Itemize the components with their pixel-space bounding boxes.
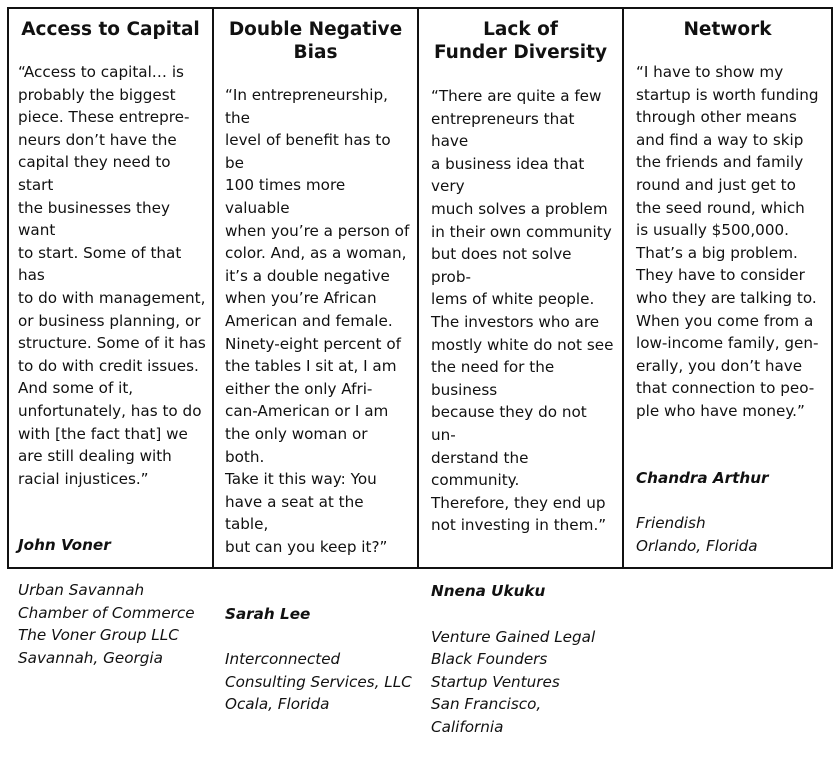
column-quote: “In entrepreneurship, the level of benefit has to be 100 times more valuable when you’re a person of color. And, as a woman, it’s a double negative when you’re African American and female. Ninety-eight percent of the tables I sit at, I am either the only Afri- can-American or I am the only woman or both. Take it this way: You have a seat at the table, but can you keep it?” [225, 86, 410, 556]
attribution [624, 423, 831, 581]
column-quote: “I have to show my startup is worth funding through other means and find a way to skip the friends and family round and just get to the seed round, which is usually $500,000. That’s a big problem. They have to consider who they are talking to. When you come from a low-income family, gen- erally, you don’t have that connection to peo- ple who have money.” [636, 63, 819, 420]
column-heading: Network [683, 19, 772, 40]
column-network [622, 9, 831, 567]
speaker-affiliation: Interconnected Consulting Services, LLC Ocala, Florida [225, 650, 412, 714]
speaker-name: Chandra Arthur [636, 469, 769, 488]
attribution [419, 537, 622, 761]
speaker-affiliation: Urban Savannah Chamber of Commerce The Voner Group LLC Savannah, Georgia [18, 581, 195, 667]
speaker-affiliation: Friendish Orlando, Florida [636, 514, 758, 555]
speaker-name: Sarah Lee [225, 605, 311, 624]
quote-table [7, 7, 833, 737]
column-lack-of-funder-diversity [417, 9, 622, 737]
column-quote: “There are quite a few entrepreneurs that have a business idea that very much solves a problem in their own community but does not solve prob- lems of white people. The investors who are mostly white do not see the need for the business because they do not un- derstand the community. Therefore, they end up not investing in them.” [431, 87, 614, 535]
column-quote: “Access to capital… is probably the biggest piece. These entrepre- neurs don’t have the capital they need to start the businesses they want to start. Some of that has to do with management, or business planning, or structure. Some of it has to do with credit issues. And some of it, unfortunately, has to do with [the fact that] we are still dealing with racial injustices.” [18, 63, 206, 488]
column-access-to-capital [9, 9, 212, 667]
attribution [9, 490, 212, 692]
speaker-name: John Voner [18, 535, 111, 554]
speaker-name: Nnena Ukuku [431, 582, 546, 601]
attribution [214, 558, 417, 738]
speaker-affiliation: Venture Gained Legal Black Founders Startup Ventures San Francisco, California [431, 627, 596, 737]
column-heading: Lack of Funder Diversity [433, 19, 608, 63]
column-double-negative-bias [212, 9, 417, 714]
column-heading: Access to Capital [21, 19, 200, 40]
column-heading: Double Negative Bias [228, 19, 403, 63]
